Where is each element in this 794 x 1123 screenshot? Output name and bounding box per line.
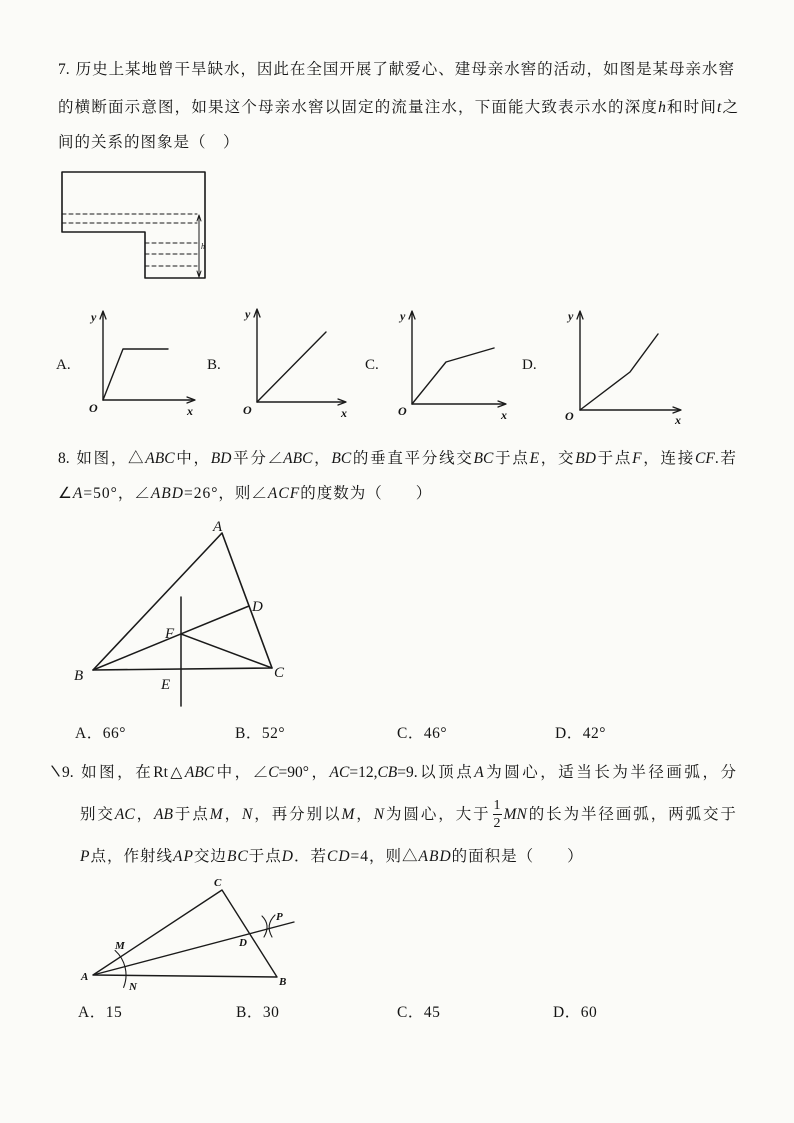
origin-label: O [243, 403, 252, 417]
q9-stem-line-2-after-fraction: MN的长为半径画弧，两弧交于 [503, 806, 736, 823]
math-variable: M [341, 806, 355, 823]
x-axis-label: x [675, 413, 681, 427]
math-variable: ABC [145, 450, 175, 467]
q8-stem-line-2: ∠A=50°，∠ABD=26°，则∠ACF的度数为（ ） [58, 485, 433, 502]
point-a-label: A [81, 971, 89, 983]
math-variable: BD [575, 450, 596, 467]
q9-option-c [397, 1002, 440, 1024]
graph-curve [103, 349, 168, 400]
q8-number: 8. [58, 450, 70, 467]
q7-option-d-graph [560, 304, 686, 430]
option-label: C． [397, 725, 424, 742]
math-variable: M [209, 806, 223, 823]
origin-label: O [398, 404, 407, 418]
construction-arc-from-n [269, 915, 275, 937]
q9-stem-line-2-before-fraction: 别交AC，AB于点M，N，再分别以M，N为圆心，大于 [80, 806, 491, 823]
math-variable: t [717, 99, 722, 116]
option-value: 15 [105, 1004, 123, 1021]
q7-option-b-graph [238, 302, 353, 424]
q7-option-a-label: A. [56, 357, 71, 373]
q8-option-a [75, 723, 126, 745]
q7-option-c-graph [392, 304, 512, 428]
q8-option-c [397, 723, 447, 745]
point-b-label: B [74, 668, 84, 684]
q7-stem-line-1: 历史上某地曾干旱缺水，因此在全国开展了献爱心、建母亲水窖的活动，如图是某母亲水窖 [74, 61, 734, 78]
math-variable: A [72, 485, 84, 502]
option-value: 66° [102, 725, 126, 742]
option-value: 45 [423, 1004, 441, 1021]
point-f-label: F [165, 626, 175, 642]
point-n-label: N [129, 981, 137, 993]
q8-stem-line-1: 如图，△ABC中，BD平分∠ABC，BC的垂直平分线交BC于点E，交BD于点F，连接CF.若 [74, 450, 736, 467]
point-p-label: P [276, 911, 283, 923]
math-variable: ACF [267, 485, 301, 502]
q7-number: 7. [58, 61, 70, 78]
math-variable: N [242, 806, 253, 823]
q8-triangle-figure [65, 512, 297, 712]
q8-text-line-1 [58, 448, 736, 470]
option-label: D． [555, 725, 583, 742]
q9-stem-line-1: 如图，在Rt△ABC中，∠C=90°，AC=12,CB=9.以顶点A为圆心，适当长为半径画弧，分 [78, 764, 736, 781]
point-e-label: E [161, 677, 171, 693]
q9-option-d [553, 1002, 597, 1024]
q7-text-line-1 [58, 59, 734, 81]
math-variable: h [658, 99, 666, 116]
graph-curve [257, 332, 326, 402]
q7-cistern-cross-section-figure [55, 168, 213, 284]
math-variable: BC [473, 450, 494, 467]
pen-check-mark-icon [49, 761, 63, 779]
q9-right-triangle-figure [72, 872, 302, 997]
q7-text-line-2 [58, 97, 738, 119]
option-label: D． [553, 1004, 581, 1021]
segment-cf [181, 634, 272, 668]
point-d-label: D [239, 937, 247, 949]
math-variable: MN [503, 806, 527, 823]
option-value: 46° [423, 725, 448, 742]
math-variable: A [474, 764, 484, 781]
math-variable: ABC [184, 764, 215, 781]
triangle-abc [93, 533, 272, 670]
point-m-label: M [115, 940, 125, 952]
q8-option-b [235, 723, 285, 745]
point-d-label: D [252, 599, 263, 615]
pen-stroke [52, 766, 59, 776]
q9-stem-line-3: P点，作射线AP交边BC于点D．若CD=4，则△ABD的面积是（ ） [80, 848, 584, 865]
y-axis-label: y [91, 310, 97, 324]
x-axis-label: x [187, 404, 193, 418]
graph-curve [580, 334, 658, 410]
math-variable: D [281, 848, 294, 865]
x-axis-label: x [501, 408, 507, 422]
option-value: 30 [262, 1004, 280, 1021]
option-value: 60 [580, 1004, 598, 1021]
math-variable: ABC [283, 450, 313, 467]
option-label: A． [78, 1004, 106, 1021]
q9-text-line-2 [80, 795, 736, 835]
x-axis-label: x [341, 406, 347, 420]
q9-number: 9. [62, 764, 74, 781]
math-variable: F [632, 450, 642, 467]
option-label: B． [235, 725, 262, 742]
math-variable: ABD [418, 848, 452, 865]
math-variable: C [268, 764, 279, 781]
option-label: C． [397, 1004, 424, 1021]
math-variable: CB [377, 764, 398, 781]
q7-stem-line-3: 间的关系的图象是（ ） [58, 134, 240, 151]
math-variable: BC [331, 450, 352, 467]
q7-option-a-graph [85, 302, 203, 424]
point-c-label: C [214, 877, 222, 889]
depth-label: h [201, 242, 205, 251]
cistern-outline [62, 172, 205, 278]
q9-option-b [236, 1002, 279, 1024]
math-variable: AB [154, 806, 173, 823]
q7-stem-line-2: 的横断面示意图，如果这个母亲水窖以固定的流量注水，下面能大致表示水的深度h和时间t之 [58, 99, 738, 116]
q9-text-line-1 [62, 762, 736, 784]
q7-option-b-label: B. [207, 357, 221, 373]
option-value: 52° [261, 725, 286, 742]
math-variable: AC [114, 806, 135, 823]
q7-option-d-label: D. [522, 357, 537, 373]
construction-arc-from-m [262, 916, 267, 937]
math-variable: CD [326, 848, 351, 865]
q9-option-a [78, 1002, 122, 1024]
q7-option-c-label: C. [365, 357, 379, 373]
math-variable: N [373, 806, 385, 823]
fraction-denominator: 2 [493, 815, 501, 831]
graph-curve [412, 348, 494, 404]
y-axis-label: y [245, 307, 251, 321]
option-value: 42° [582, 725, 606, 742]
math-variable: P [80, 848, 91, 865]
y-axis-label: y [568, 309, 574, 323]
math-variable: BC [226, 848, 249, 865]
origin-label: O [565, 409, 574, 423]
math-variable: CF [695, 450, 715, 467]
one-half-fraction [493, 798, 502, 831]
math-variable: AP [172, 848, 194, 865]
math-variable: AC [329, 764, 350, 781]
origin-label: O [89, 401, 98, 415]
q8-option-d [555, 723, 606, 745]
option-label: B． [236, 1004, 263, 1021]
fraction-numerator: 1 [493, 797, 501, 813]
math-variable: ABD [150, 485, 184, 502]
option-label: A． [75, 725, 103, 742]
y-axis-label: y [400, 309, 406, 323]
point-b-label: B [279, 976, 287, 988]
point-c-label: C [274, 665, 285, 681]
point-a-label: A [213, 519, 223, 535]
math-variable: BD [210, 450, 232, 467]
math-variable: E [529, 450, 540, 467]
